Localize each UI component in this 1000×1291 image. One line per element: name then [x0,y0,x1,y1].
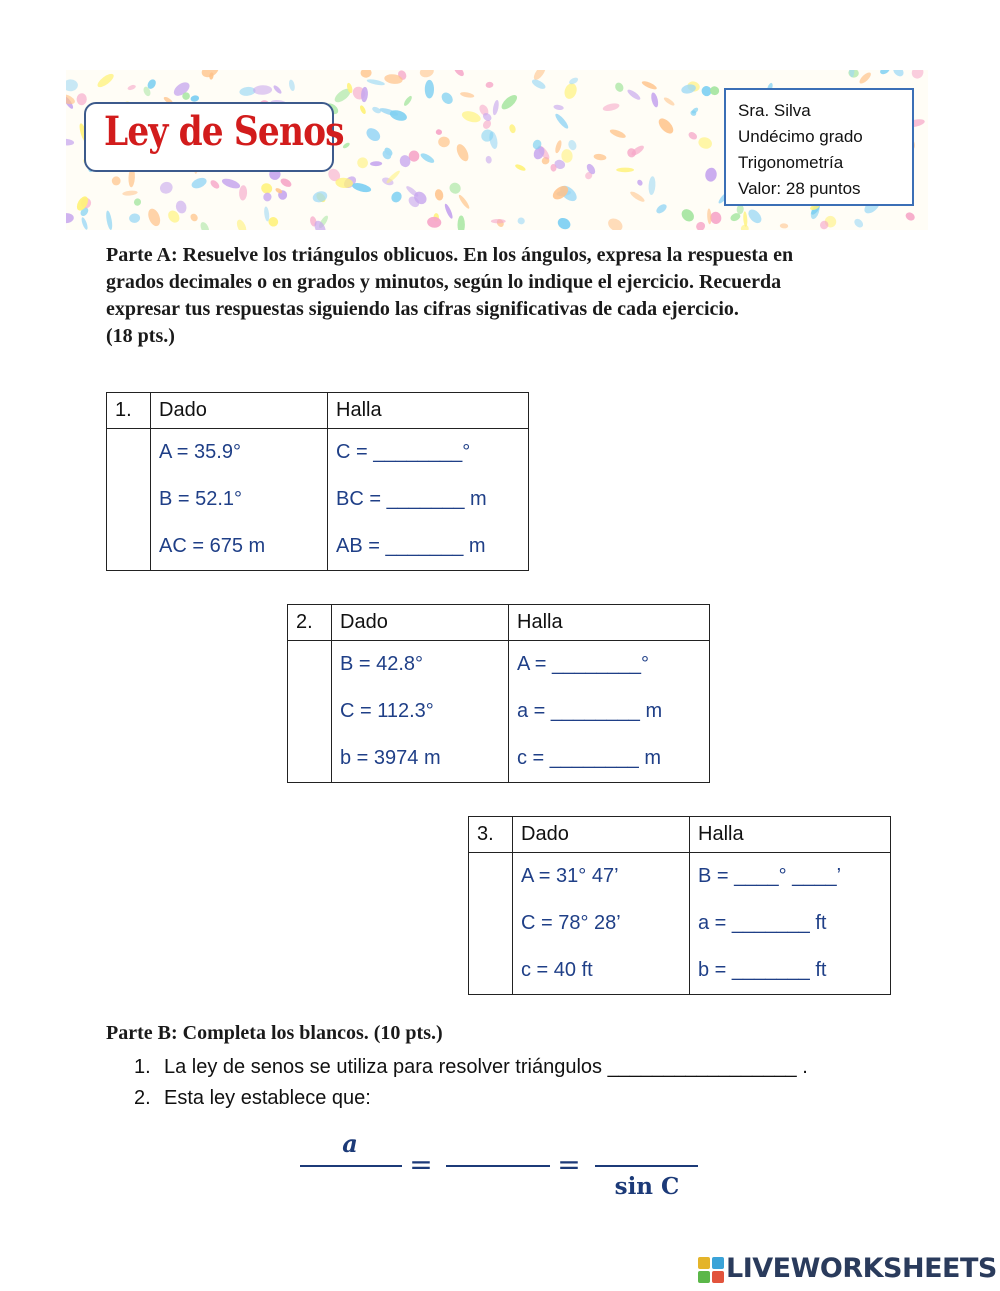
confetti-dot [492,100,500,116]
confetti-dot [435,129,442,135]
confetti-dot [567,139,578,151]
confetti-dot [356,156,369,169]
confetti-dot [452,70,465,78]
answer-blank[interactable]: c = ________ m [517,747,661,769]
confetti-dot [288,79,296,91]
answer-blank[interactable]: AB = _______ m [336,535,486,557]
confetti-dot [239,185,248,201]
confetti-dot [780,223,789,228]
given-values [151,429,328,571]
exercise-1-table [106,392,529,571]
confetti-dot [554,140,563,154]
confetti-dot [359,105,367,115]
confetti-dot [485,81,493,88]
empty-cell [469,853,513,995]
confetti-dot [858,71,873,86]
confetti-dot [403,95,414,107]
teacher-name: Sra. Silva [738,101,811,120]
confetti-dot [853,217,865,229]
numerator-a: a [342,1129,358,1158]
confetti-dot [127,84,137,91]
confetti-dot [418,70,435,79]
given-value: B = 42.8° [340,653,424,675]
find-values [690,853,891,995]
confetti-dot [439,90,455,106]
instruction-line: Parte A: Resuelve los triángulos oblicuos. En los ángulos, expresa la respuesta en [106,244,794,266]
confetti-dot [158,180,174,196]
confetti-dot [679,207,696,224]
confetti-dot [606,216,625,230]
confetti-dot [910,70,926,81]
confetti-dot [553,104,564,111]
confetti-dot [663,96,676,107]
confetti-dot [461,109,482,124]
confetti-dot [517,217,526,225]
points-value: Valor: 28 puntos [738,179,861,198]
confetti-dot [438,136,450,147]
law-of-sines-formula [298,1128,718,1208]
equals-sign-2: = [557,1148,581,1181]
confetti-dot [650,92,659,108]
confetti-dot [629,190,646,204]
given-value: AC = 675 m [159,535,266,557]
answer-blank[interactable]: B = ____° ____’ [698,865,842,887]
confetti-dot [514,163,526,172]
confetti-dot [704,167,717,182]
confetti-dot [694,220,707,230]
exercise-2-table [287,604,710,783]
confetti-dot [370,161,382,166]
liveworksheets-logo[interactable] [698,1253,997,1289]
confetti-dot [697,135,714,150]
answer-blank[interactable]: C = ________° [336,441,471,463]
subject: Trigonometría [738,153,844,172]
item-text: Esta ley establece que: [164,1087,371,1109]
confetti-dot [66,213,74,224]
answer-blank[interactable]: A = ________° [517,653,650,675]
given-value: b = 3974 m [340,747,441,769]
list-item [134,1083,808,1114]
given-value: C = 78° 28’ [521,912,621,934]
given-value: C = 112.3° [340,700,434,722]
confetti-dot [530,78,546,91]
denominator-sin-c: sin C [614,1173,680,1200]
confetti-dot [443,203,454,220]
given-values [332,641,509,783]
given-value: A = 31° 47’ [521,865,619,887]
given-values [513,853,690,995]
confetti-dot [609,128,627,140]
confetti-dot [279,177,293,189]
confetti-dot [626,88,642,101]
liveworksheets-icon [698,1257,724,1283]
confetti-dot [879,70,891,76]
answer-blank[interactable]: a = _______ ft [698,912,827,934]
confetti-dot [76,93,87,106]
answer-blank[interactable]: b = _______ ft [698,959,827,981]
confetti-dot [409,151,420,162]
list-item [134,1052,808,1083]
confetti-dot [190,176,208,191]
find-values [328,429,529,571]
confetti-dot [311,190,328,204]
part-b-list [134,1052,808,1114]
confetti-dot [458,215,465,230]
confetti-dot [460,91,475,98]
confetti-dot [263,192,272,202]
confetti-dot [66,79,78,92]
confetti-dot [105,210,113,230]
instruction-line: expresar tus respuestas siguiendo las cifras significativas de cada ejercicio. [106,298,739,320]
confetti-dot [687,130,698,141]
confetti-dot [562,82,578,101]
confetti-dot [425,80,434,99]
confetti-dot [554,112,570,130]
confetti-dot [602,102,620,112]
confetti-dot [133,197,142,206]
confetti-dot [891,70,905,78]
given-value: A = 35.9° [159,441,241,463]
teacher-info-box [724,88,914,206]
confetti-dot [447,180,463,196]
confetti-dot [272,84,283,95]
item-number: 1. [134,1056,151,1078]
confetti-dot [499,93,519,112]
grade-level: Undécimo grado [738,127,863,146]
confetti-dot [746,207,764,226]
confetti-dot [366,78,385,86]
confetti-dot [457,194,470,210]
exercise-3-table [468,816,891,995]
find-header: Halla [509,605,710,641]
confetti-dot [389,190,404,205]
part-a-instructions [106,242,906,350]
answer-blank[interactable]: a = ________ m [517,700,663,722]
confetti-dot [434,189,444,202]
confetti-dot [485,155,492,164]
exercise-number: 1. [107,393,151,429]
confetti-dot [454,142,471,163]
confetti-dot [360,70,372,78]
confetti-dot [96,72,116,90]
given-value: c = 40 ft [521,959,593,981]
given-header: Dado [151,393,328,429]
exercise-number: 3. [469,817,513,853]
confetti-dot [221,177,242,191]
confetti-dot [636,179,643,187]
part-b-title: Parte B: Completa los blancos. (10 pts.) [106,1022,443,1044]
confetti-dot [707,208,712,224]
given-header: Dado [513,817,690,853]
confetti-dot [904,211,916,222]
confetti-dot [648,176,656,195]
confetti-dot [235,218,248,230]
confetti-dot [199,221,211,230]
confetti-dot [364,126,383,144]
confetti-dot [491,219,506,223]
confetti-dot [146,207,162,228]
confetti-dot [129,213,141,223]
answer-blank[interactable]: BC = _______ m [336,488,487,510]
confetti-dot [593,153,607,161]
confetti-dot [112,176,121,185]
instruction-line: grados decimales o en grados y minutos, según lo indique el ejercicio. Recuerda [106,271,782,293]
equals-sign-1: = [409,1148,433,1181]
brand-text: LIVEWORKSHEETS [726,1253,997,1284]
confetti-dot [641,80,658,91]
confetti-dot [508,124,516,134]
confetti-dot [656,116,676,136]
confetti-dot [556,216,573,230]
confetti-dot [209,179,221,191]
find-header: Halla [690,817,891,853]
confetti-dot [80,217,88,230]
given-header: Dado [332,605,509,641]
confetti-dot [253,85,272,95]
confetti-dot [427,216,442,228]
confetti-dot [709,86,719,96]
exercise-number: 2. [288,605,332,641]
given-value: B = 52.1° [159,488,243,510]
confetti-dot [122,190,138,196]
confetti-dot [189,212,199,222]
confetti-dot [655,202,669,215]
find-values [509,641,710,783]
find-header: Halla [328,393,529,429]
empty-cell [288,641,332,783]
confetti-dot [263,206,270,221]
confetti-dot [66,138,74,146]
confetti-dot [419,151,435,164]
item-number: 2. [134,1087,151,1109]
instruction-line: (18 pts.) [106,325,175,347]
page-title: Ley de Senos [104,108,344,155]
confetti-dot [743,211,748,227]
empty-cell [107,429,151,571]
item-text[interactable]: La ley de senos se utiliza para resolver triángulos _________________ . [164,1056,808,1078]
confetti-dot [614,81,625,93]
confetti-dot [616,168,634,173]
